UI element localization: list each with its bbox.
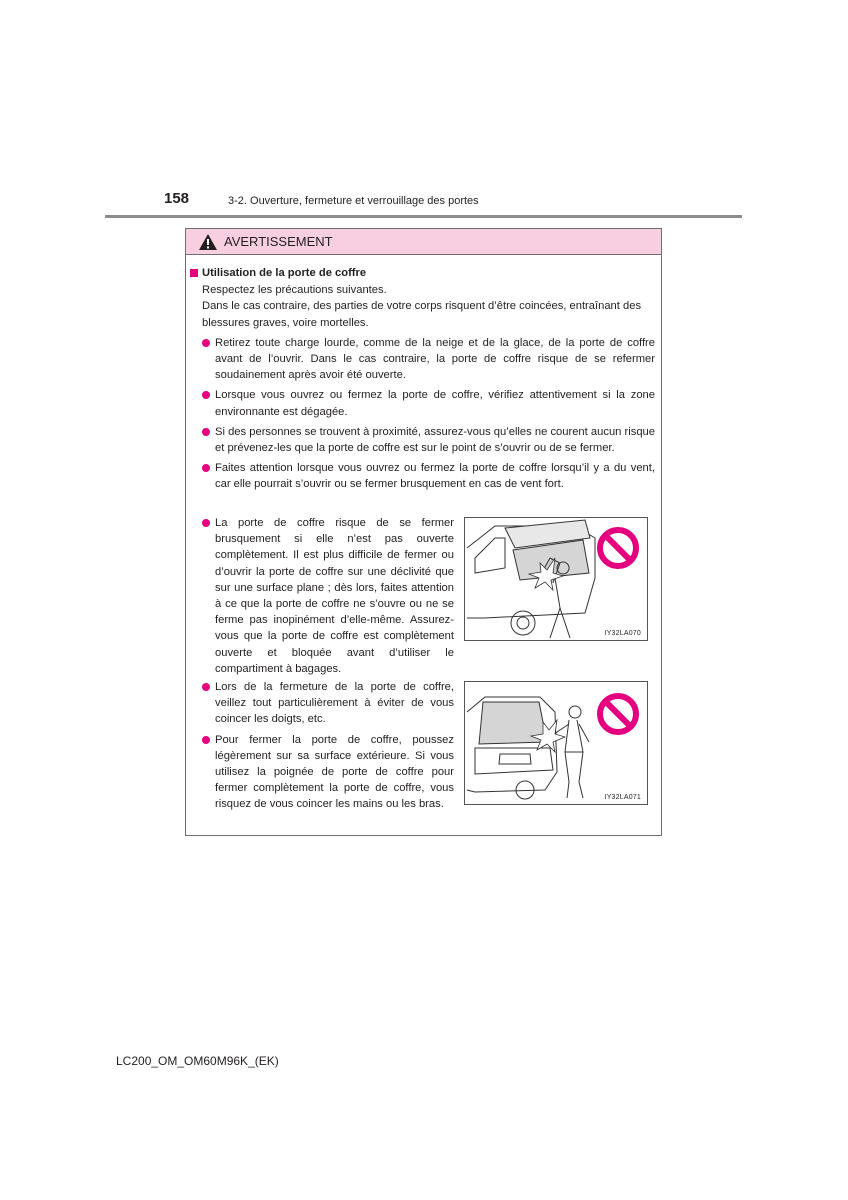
illustration-code: IY32LA071: [604, 794, 641, 801]
warning-title: AVERTISSEMENT: [224, 234, 333, 249]
list-item-text: Pour fermer la porte de coffre, poussez légèrement sur sa surface extérieure. Si vous utilisez la poignée de porte de coffre pour fermer complètement la porte de coffre, vous risquez de vous coincer les mains ou les bras.: [215, 733, 454, 811]
list-item: [202, 679, 454, 728]
tailgate-slope-drawing: [465, 518, 647, 640]
list-item: [202, 387, 655, 419]
section-title: 3-2. Ouverture, fermeture et verrouillage des portes: [228, 195, 479, 207]
list-item: [202, 424, 655, 456]
list-item: [202, 732, 454, 813]
subheading-text: Utilisation de la porte de coffre: [202, 267, 367, 279]
footer-code: LC200_OM_OM60M96K_(EK): [116, 1054, 279, 1068]
illustration-code: IY32LA070: [604, 630, 641, 637]
list-item-text: Retirez toute charge lourde, comme de la neige et de la glace, de la porte de coffre avant de l’ouvrir. Dans le cas contraire, la porte de coffre risque de se refermer soudainement après avoir été ouverte.: [215, 336, 655, 382]
bullet-dot-icon: [202, 736, 210, 744]
page-number: 158: [164, 190, 190, 207]
list-item-text: Faites attention lorsque vous ouvrez ou fermez la porte de coffre lorsqu’il y a du vent, car elle pourrait s’ouvrir ou se fermer brusquement en cas de vent fort.: [215, 462, 655, 491]
list-item: [202, 515, 454, 677]
warning-box: [185, 228, 662, 836]
warning-header: [186, 229, 661, 255]
bullet-dot-icon: [202, 428, 210, 436]
tailgate-fingers-drawing: [465, 682, 647, 804]
list-item-text: Lors de la fermeture de la porte de coffre, veillez tout particulièrement à éviter de vous coincer les doigts, etc.: [215, 681, 454, 726]
prohibition-icon: [600, 696, 636, 732]
tailgate-slope-illustration: [464, 517, 648, 641]
subheading: [190, 265, 655, 281]
bullet-dot-icon: [202, 391, 210, 399]
intro-text: [190, 282, 655, 331]
list-item-text: Si des personnes se trouvent à proximité, assurez-vous qu’elles ne courent aucun risque et prévenez-les que la porte de coffre est sur le point de s’ouvrir ou de se fermer.: [215, 425, 655, 455]
intro-line: Respectez les précautions suivantes.: [202, 284, 387, 297]
bullet-dot-icon: [202, 519, 210, 527]
header-rule: [105, 215, 742, 218]
square-bullet-icon: [190, 269, 198, 277]
list-item-text: La porte de coffre risque de se fermer brusquement si elle n’est pas ouverte complètement. Il est plus difficile de fermer ou d’ouvrir la porte de coffre sur une déclivité que sur une surface plane ; dès lors, faites attention à ce que la porte de coffre ne s’ouvre ou ne se ferme pas inopinément d’elle-même. Assurez-vous que la porte de coffre est complètement ouverte et bloquée avant d’utiliser le compartiment à bagages.: [215, 517, 454, 675]
warning-body: [186, 255, 661, 493]
intro-line: Dans le cas contraire, des parties de votre corps risquent d’être coincées, entraînant des blessures graves, voire mortelles.: [202, 300, 642, 329]
tailgate-fingers-illustration: [464, 681, 648, 805]
bullet-dot-icon: [202, 683, 210, 691]
warning-triangle-icon: [198, 233, 218, 251]
prohibition-icon: [600, 530, 636, 566]
list-item-text: Lorsque vous ouvrez ou fermez la porte de coffre, vérifiez attentivement si la zone environnante est dégagée.: [215, 389, 655, 418]
fingers-section: [202, 679, 454, 817]
list-item: [202, 460, 655, 492]
list-item: [202, 335, 655, 384]
slope-section: [202, 515, 454, 681]
bullet-dot-icon: [202, 464, 210, 472]
bullet-dot-icon: [202, 339, 210, 347]
